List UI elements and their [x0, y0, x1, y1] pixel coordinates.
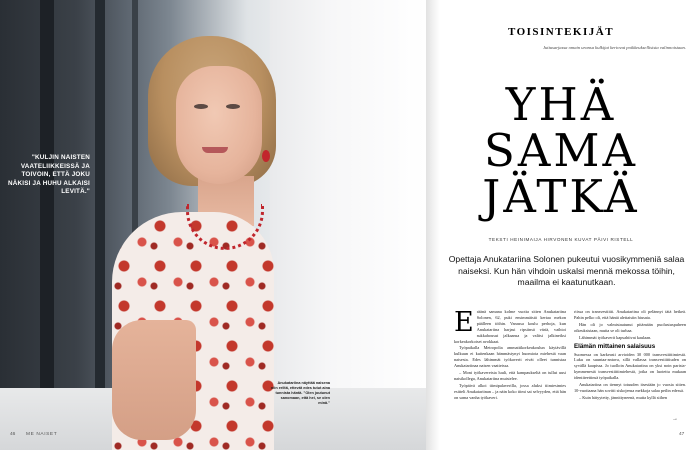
headline-line: SAMA	[484, 124, 638, 177]
body-paragraph: riissa on transvestiitti. Anukatariina oli pelännyt tätä hetkeä. Pahin pelko oli, että häntä alettaisiin hiusata.	[574, 309, 686, 320]
body-column-2	[574, 309, 686, 402]
body-paragraph: Työpäivä alkoi tiimipalaverilla, jossa aluksi tiimiesimies esitteli Anukatariinan – ja näin koko tiimi sai selvyyden, että hän on sama vanha työkaveri.	[454, 382, 566, 400]
page-gutter	[426, 0, 440, 450]
body-paragraph: – Moni työkavereista luuli, että kampaukseltä on tullut uusi naisikollega, Anukatariina muistelee.	[454, 370, 566, 381]
body-column-1	[454, 309, 566, 402]
window-frame	[40, 0, 54, 450]
portrait-arm	[112, 320, 196, 440]
photo-caption: Anukatariina näyttää naisena niin eriltä, ettevät edes tutut aina tunnista häntä. "Olen joutunut sanomaan, että hei, se olen minä."	[270, 381, 330, 405]
portrait-face	[176, 66, 262, 184]
headline-line: JÄTKÄ	[482, 170, 640, 223]
byline: TEKSTI HEINIMAIJA HIRVONEN KUVAT PÄIVI RISTELL	[488, 237, 634, 242]
section-subhead: Elämän mittainen salaisuus	[574, 342, 656, 350]
body-paragraph: Työpaikalla Metropolia ammattikorkeakoulun käytävillä kulkuun ei kuitenkaan hämmästynyt huomiota miehestä vaan naisesta. Edes lähimmät työkaverit eivät olleet tunnistaa Anukatariinaa naisen vaatteissa.	[454, 345, 566, 369]
drop-cap: E	[454, 307, 474, 338]
body-paragraph: Hän oli jo valmistautunut pitämään puolustuspuheen oikeuksistaan, mutta se oli turhaa.	[574, 321, 686, 333]
section-kicker: TOISINTEKIJÄT	[507, 26, 615, 38]
headline-line: YHÄ	[505, 78, 617, 131]
body-paragraph: Suomessa on karkeasti arvioiden 30 000 transvestiittimiestä. Luku on suuntaa-antava, sillä vallassa transvestiittiuden on syvällä kaapissa. Jo tuolloin Anukatariina on yksi noin parista-kymmenestä transvestiittimiehestä, jotka on luotettu mukaan identiteettinsä työpaikalla.	[574, 351, 686, 381]
portrait-mouth	[202, 147, 228, 153]
portrait-eye	[226, 104, 240, 109]
body-paragraph: – Kuin hätyytetty, jännittyneenä, mutta kyllä siihen	[579, 394, 668, 400]
body-paragraph: Lähimmät työkaverit kapsahtivat kaulaan.	[579, 334, 652, 340]
page-number-left: 46	[10, 432, 16, 437]
body-paragraph: Anukatariina on tiennyt totuuden itsestään jo vuosia sitten. 10-vuotiaana hän sovitti siskojensa mekkoja salaa peilin edessä.	[574, 382, 686, 393]
continue-arrow-icon: →	[672, 416, 678, 422]
article-headline	[426, 78, 696, 223]
window-frame	[95, 0, 105, 450]
article-lead: Opettaja Anukatariina Solonen pukeutui vuosikymmeniä salaa naiseksi. Kun hän vihdoin uskalsi mennä mekossa töihin, maailma ei kaatunutkaan.	[448, 254, 685, 288]
portrait-eye	[194, 104, 208, 109]
magazine-folio: ME NAISET	[26, 432, 58, 437]
page-number-right: 47	[679, 432, 685, 437]
section-subtitle: Juttusarjassa omain uransa kulkijat kertovat poikkeuksellisista valinnoistaan.	[542, 45, 686, 50]
right-page-article	[426, 0, 696, 450]
body-paragraph: räänä samana kolme vuotta sitten Anukatariina Solonen, 62, puki ensimmäistä kertaa mekon päälleen töihin. Vanassa koulu perhoja, kun Anukatariina harjasi ripsiinsä väriä, vaihtoi sukkahousut jalkaansa ja valitsi jalkineiksi korkeakorkoiset avokkaat.	[454, 309, 566, 344]
red-earring	[262, 150, 270, 162]
pull-quote: "KULJIN NAISTEN VAATELIIKKEISSÄ JA TOIVOIN, ETTÄ JOKU NÄKISI JA HUHU ALKAISI LEVITÄ."	[8, 154, 90, 196]
